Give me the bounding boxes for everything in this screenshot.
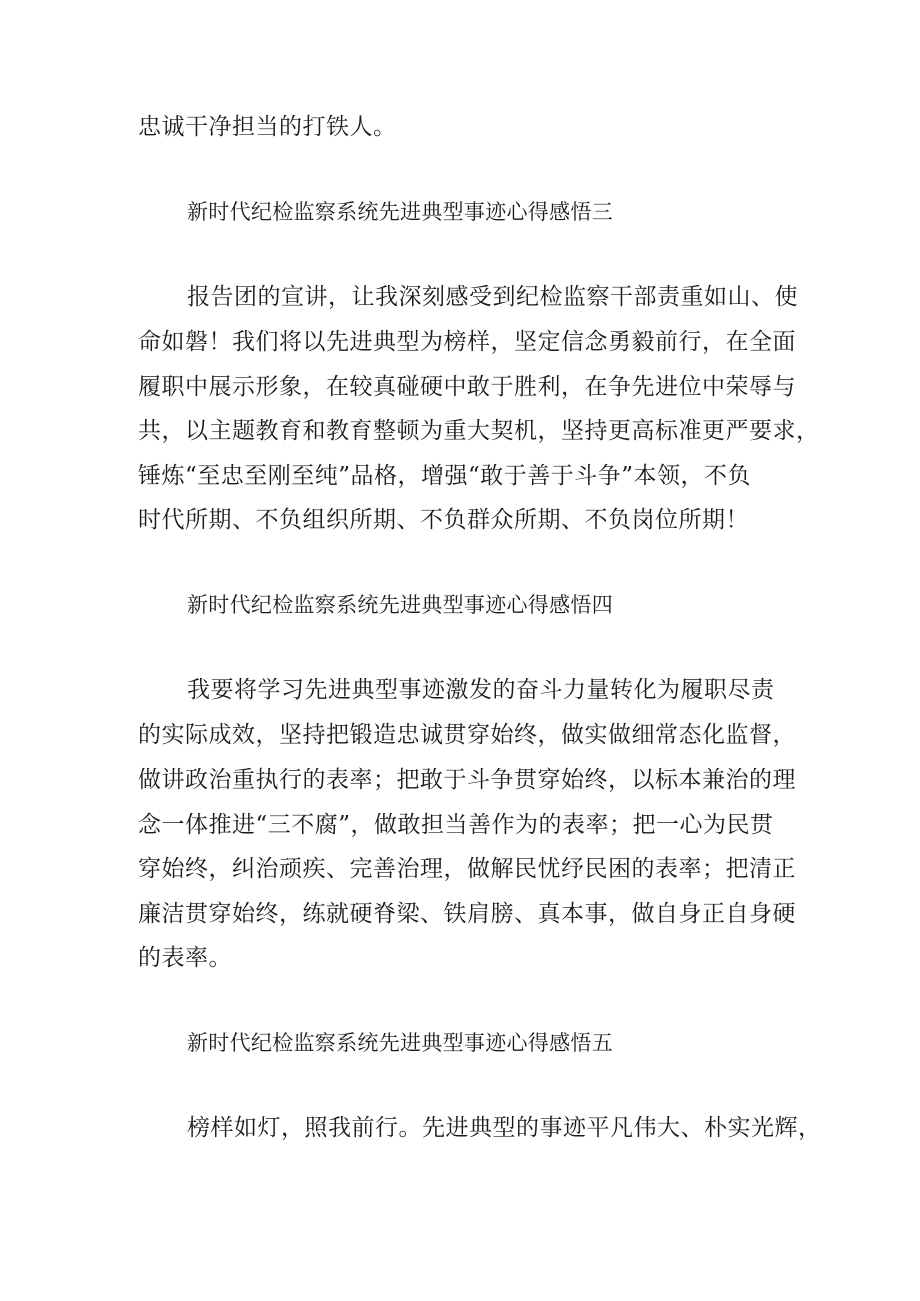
paragraph-line: 时代所期、不负组织所期、不负群众所期、不负岗位所期！	[138, 507, 749, 533]
paragraph-line: 穿始终，纠治顽疾、完善治理，做解民忧纾民困的表率；把清正	[138, 856, 796, 882]
section-heading-3: 新时代纪检监察系统先进典型事迹心得感悟三	[187, 200, 613, 224]
paragraph-line: 我要将学习先进典型事迹激发的奋斗力量转化为履职尽责	[187, 677, 775, 703]
paragraph-line: 共，以主题教育和教育整顿为重大契机，坚持更高标准更严要求，	[138, 418, 820, 444]
paragraph-line: 念一体推进“三不腐”，做敢担当善作为的表率；把一心为民贯	[138, 812, 774, 838]
paragraph-line: 报告团的宣讲，让我深刻感受到纪检监察干部责重如山、使	[187, 284, 798, 310]
paragraph-line: 的表率。	[138, 945, 232, 971]
paragraph-line: 命如磐！我们将以先进典型为榜样，坚定信念勇毅前行，在全面	[138, 329, 796, 355]
section-heading-4: 新时代纪检监察系统先进典型事迹心得感悟四	[187, 593, 613, 617]
paragraph-line: 榜样如灯，照我前行。先进典型的事迹平凡伟大、朴实光辉，	[187, 1115, 822, 1141]
intro-tail-line: 忠诚干净担当的打铁人。	[138, 114, 397, 140]
paragraph-line: 履职中展示形象，在较真碰硬中敢于胜利，在争先进位中荣辱与	[138, 374, 796, 400]
paragraph-line: 锤炼“至忠至刚至纯”品格，增强“敢于善于斗争”本领，不负	[138, 463, 752, 489]
section-heading-5: 新时代纪检监察系统先进典型事迹心得感悟五	[187, 1031, 613, 1055]
paragraph-line: 做讲政治重执行的表率；把敢于斗争贯穿始终，以标本兼治的理	[138, 767, 796, 793]
paragraph-line: 廉洁贯穿始终，练就硬脊梁、铁肩膀、真本事，做自身正自身硬	[138, 901, 796, 927]
paragraph-line: 的实际成效，坚持把锻造忠诚贯穿始终，做实做细常态化监督，	[138, 722, 796, 748]
